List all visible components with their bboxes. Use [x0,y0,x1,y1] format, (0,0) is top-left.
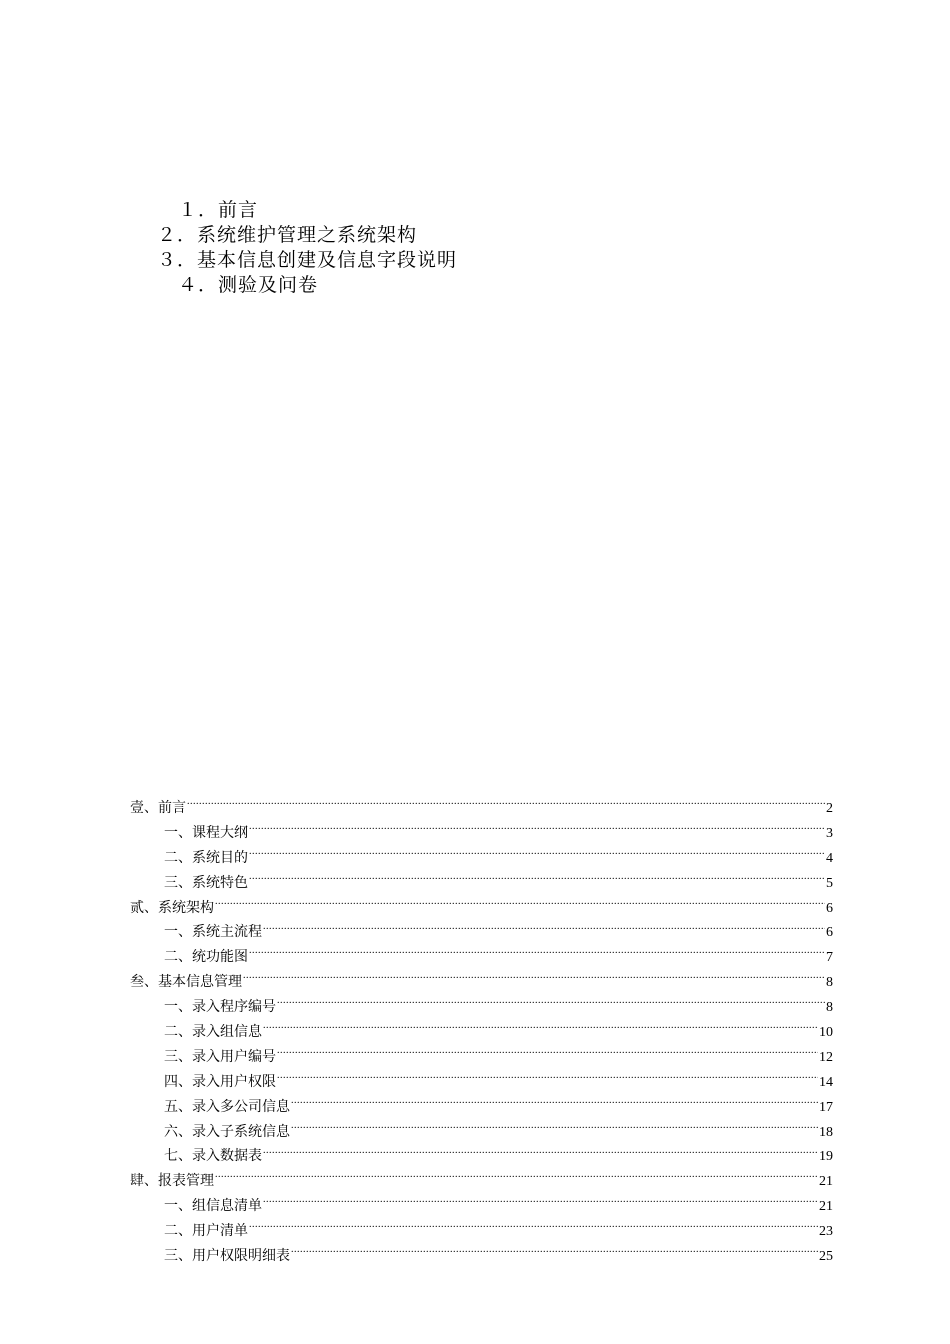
toc-leader-dots [187,798,825,812]
toc-entry-page-number: 10 [819,1025,833,1041]
toc-chapter-entry[interactable] [130,1170,833,1195]
toc-entry-title: 一、组信息清单 [164,1199,262,1215]
toc-entry-title: 二、用户清单 [164,1224,248,1240]
toc-entry-title: 六、录入子系统信息 [164,1124,290,1140]
outline-item-number: ２． [157,224,198,246]
toc-entry-page-number: 21 [819,1199,833,1215]
toc-chapter-entry[interactable] [130,897,833,922]
toc-entry-page-number: 19 [819,1149,833,1165]
toc-entry-title: 三、用户权限明细表 [164,1249,290,1265]
toc-leader-dots [291,1097,818,1111]
toc-leader-dots [277,1072,818,1086]
toc-section-entry[interactable] [130,847,833,872]
toc-leader-dots [215,1171,818,1185]
toc-entry-page-number: 25 [819,1249,833,1265]
toc-section-entry[interactable] [130,1145,833,1170]
toc-entry-page-number: 8 [826,975,833,991]
toc-leader-dots [215,898,825,912]
toc-entry-page-number: 14 [819,1074,833,1090]
outline-item-text: 基本信息创建及信息字段说明 [197,249,458,271]
toc-entry-page-number: 17 [819,1099,833,1115]
toc-leader-dots [263,1196,818,1210]
outline-item-number: ３． [157,249,198,271]
outline-item [157,247,457,273]
outline-item [178,197,258,223]
toc-leader-dots [249,823,825,837]
toc-entry-title: 壹、前言 [130,801,186,816]
toc-entry-page-number: 3 [826,825,833,841]
toc-section-entry[interactable] [130,1195,833,1220]
toc-entry-title: 一、系统主流程 [164,925,262,941]
toc-section-entry[interactable] [130,1096,833,1121]
toc-entry-title: 一、录入程序编号 [164,1000,276,1016]
outline-item-number: ４． [178,274,219,296]
toc-entry-title: 四、录入用户权限 [164,1074,276,1090]
outline-item [157,222,417,248]
toc-entry-page-number: 12 [819,1049,833,1065]
toc-entry-title: 三、系统特色 [164,875,248,891]
toc-section-entry[interactable] [130,1245,833,1270]
toc-entry-page-number: 7 [826,950,833,966]
toc-leader-dots [263,1146,818,1160]
toc-entry-page-number: 4 [826,850,833,866]
toc-chapter-entry[interactable] [130,971,833,996]
toc-section-entry[interactable] [130,946,833,971]
toc-section-entry[interactable] [130,822,833,847]
toc-section-entry[interactable] [130,921,833,946]
toc-leader-dots [249,873,825,887]
toc-entry-page-number: 23 [819,1224,833,1240]
outline-item-number: １． [178,199,219,221]
toc-section-entry[interactable] [130,1220,833,1245]
toc-entry-page-number: 8 [826,1000,833,1016]
toc-entry-title: 五、录入多公司信息 [164,1099,290,1115]
toc-section-entry[interactable] [130,1121,833,1146]
toc-entry-title: 七、录入数据表 [164,1149,262,1165]
toc-entry-page-number: 21 [819,1174,833,1190]
toc-entry-title: 三、录入用户编号 [164,1049,276,1065]
outline-item-text: 前言 [218,199,259,221]
toc-leader-dots [249,947,825,961]
toc-section-entry[interactable] [130,872,833,897]
toc-leader-dots [291,1122,818,1136]
table-of-contents [130,797,833,1270]
toc-leader-dots [249,848,825,862]
toc-leader-dots [249,1221,818,1235]
toc-section-entry[interactable] [130,1046,833,1071]
toc-leader-dots [263,1022,818,1036]
toc-entry-title: 二、系统目的 [164,850,248,866]
outline-item-text: 系统维护管理之系统架构 [197,224,418,246]
toc-entry-title: 贰、系统架构 [130,900,214,916]
toc-leader-dots [291,1246,818,1260]
toc-leader-dots [277,997,825,1011]
outline-item [178,272,318,298]
toc-entry-title: 二、统功能图 [164,950,248,966]
toc-section-entry[interactable] [130,1021,833,1046]
toc-leader-dots [277,1047,818,1061]
toc-chapter-entry[interactable] [130,797,833,822]
toc-entry-page-number: 2 [826,801,833,816]
toc-section-entry[interactable] [130,1071,833,1096]
toc-entry-title: 肆、报表管理 [130,1174,214,1190]
toc-entry-title: 二、录入组信息 [164,1025,262,1041]
toc-entry-page-number: 6 [826,900,833,916]
toc-entry-page-number: 18 [819,1124,833,1140]
toc-leader-dots [243,972,825,986]
toc-entry-title: 一、课程大纲 [164,825,248,841]
toc-entry-title: 叁、基本信息管理 [130,975,242,991]
toc-entry-page-number: 6 [826,925,833,941]
toc-entry-page-number: 5 [826,875,833,891]
toc-section-entry[interactable] [130,996,833,1021]
outline-item-text: 测验及问卷 [218,274,319,296]
toc-leader-dots [263,922,825,936]
